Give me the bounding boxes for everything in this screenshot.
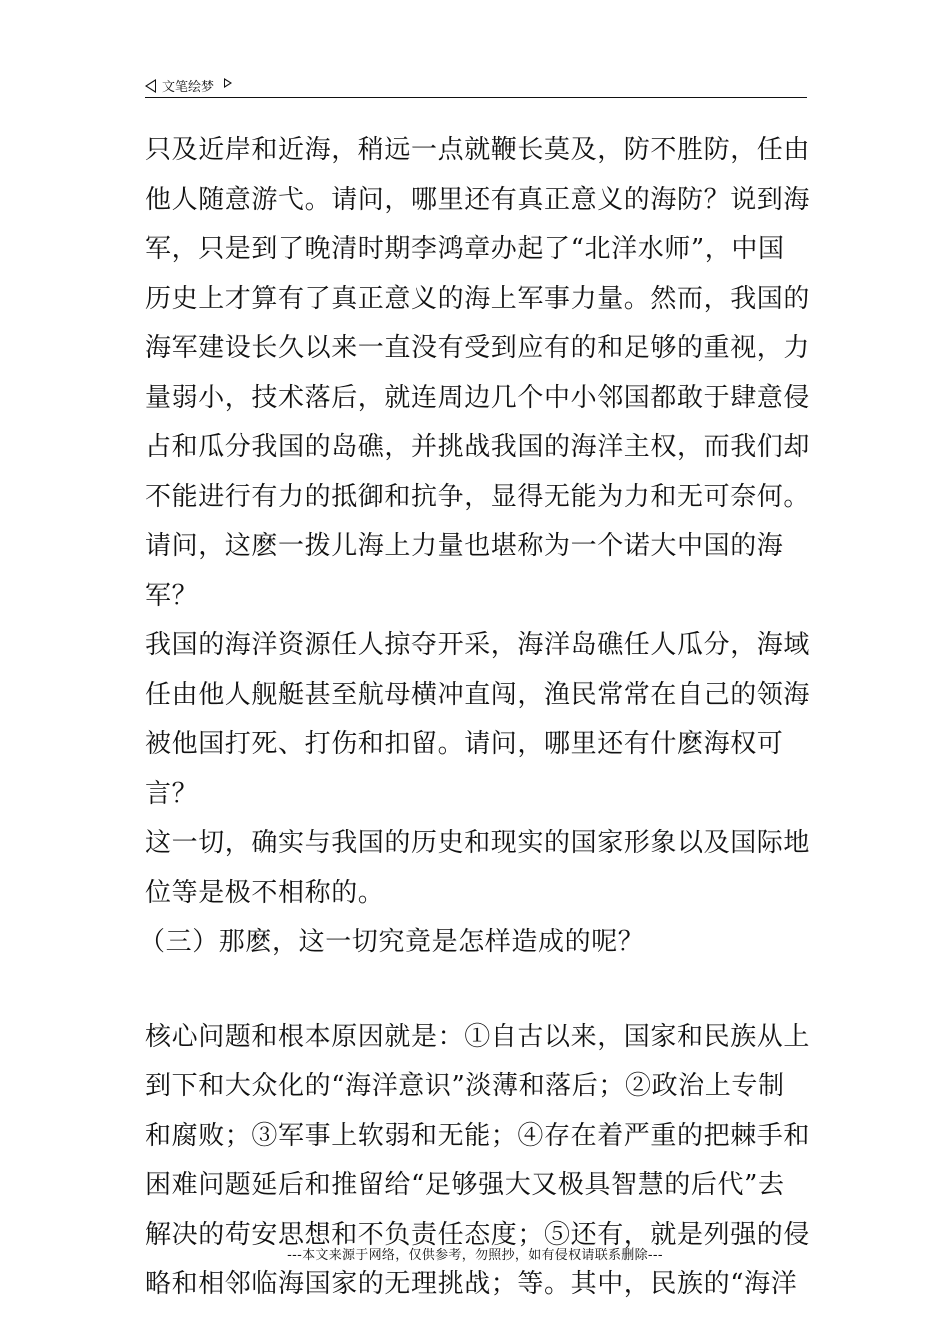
text-line: 只及近岸和近海，稍远一点就鞭长莫及，防不胜防，任由 [145,135,811,165]
text-line: 请问，这麽一拨儿海上力量也堪称为一个诺大中国的海军？ [145,531,784,611]
text-line: 他人随意游弋。请问，哪里还有真正意义的海防？说到海 [145,184,811,215]
text-line: 海军建设长久以来一直没有受到应有的和足够的重视，力 [145,333,811,363]
triangle-right-icon [224,78,232,88]
text-line: 到下和大众化的“海洋意识”淡薄和落后；②政治上专制 [145,1071,785,1101]
text-line: 历史上才算有了真正意义的海上军事力量。然而，我国的 [145,283,811,314]
triangle-left-icon [145,79,156,93]
text-line: 核心问题和根本原因就是：①自古以来，国家和民族从上 [145,1021,811,1052]
text-line: 和腐败；③军事上软弱和无能；④存在着严重的把棘手和 [145,1120,811,1151]
section-heading: （三）那麽，这一切究竟是怎样造成的呢？ [139,927,645,957]
paragraph-gap [145,968,815,1013]
document-body [139,126,815,1310]
text-line: 这一切，确实与我国的历史和现实的国家形象以及国际地 [145,828,811,858]
text-line: 任由他人舰艇甚至航母横冲直闯，渔民常常在自己的领海 [145,679,811,710]
header-brand [145,76,232,95]
text-line: 军，只是到了晚清时期李鸿章办起了“北洋水师”，中国 [145,234,785,264]
text-line: 被他国打死、打伤和扣留。请问，哪里还有什麽海权可言？ [145,729,784,809]
text-line: 占和瓜分我国的岛礁，并挑战我国的海洋主权，而我们却 [145,432,811,462]
text-line: 位等是极不相称的。 [145,877,385,908]
paragraph-2 [145,1013,815,1310]
text-line: 略和相邻临海国家的无理挑战；等。其中，民族的“海洋 [145,1269,798,1299]
text-line: 困难问题延后和推留给“足够强大又极具智慧的后代”去 [145,1170,785,1200]
text-line: 量弱小，技术落后，就连周边几个中小邻国都敢于肆意侵 [145,382,811,413]
header-brand-label: 文笔绘梦 [162,80,215,95]
text-line: 我国的海洋资源任人掠夺开采，海洋岛礁任人瓜分，海域 [145,630,811,660]
page-footer: ---本文来源于网络，仅供参考，勿照抄，如有侵权请联系删除--- [287,1248,663,1263]
header-divider [145,97,807,98]
page-header [145,70,807,98]
text-line: 解决的苟安思想和不负责任态度；⑤还有，就是列强的侵 [145,1219,811,1250]
paragraph-1 [145,126,815,918]
text-line: 不能进行有力的抵御和抗争，显得无能为力和无可奈何。 [145,481,811,512]
